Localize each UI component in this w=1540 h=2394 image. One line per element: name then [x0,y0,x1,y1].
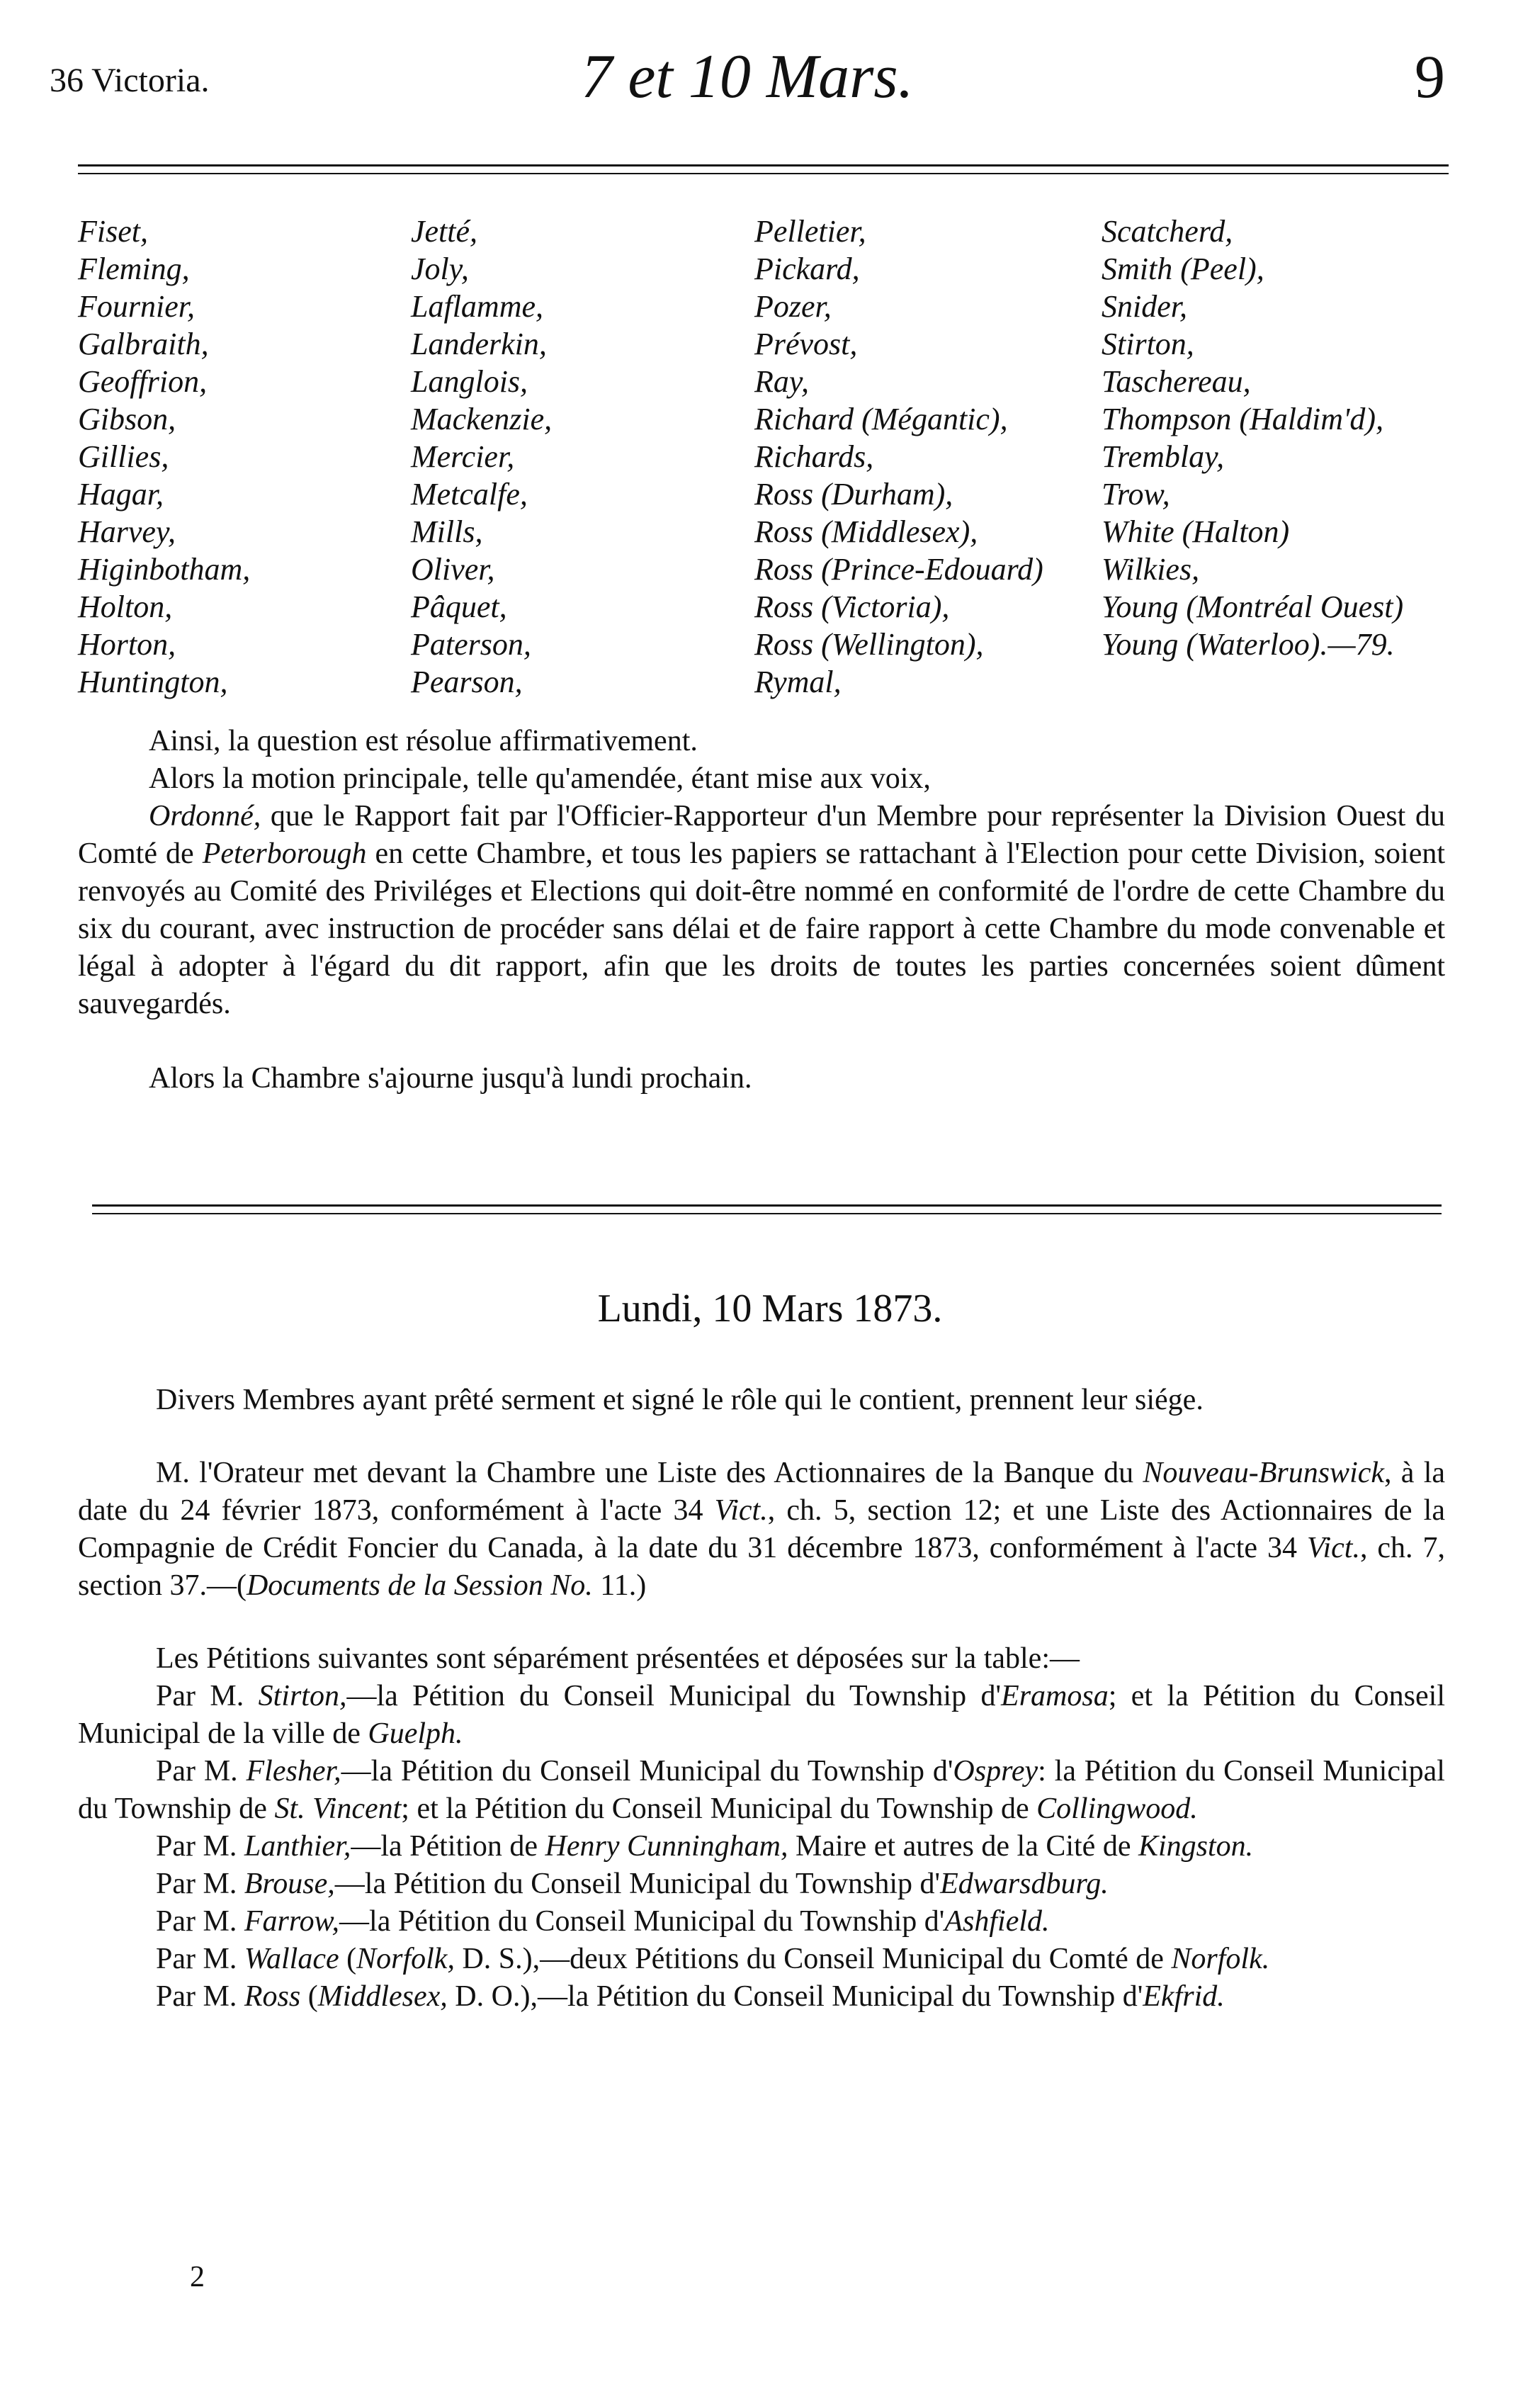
member-name: Gillies, [78,439,169,474]
member-name: Oliver, [411,552,495,587]
member-name: Tremblay, [1102,439,1225,474]
petition-entry [78,1978,1445,2016]
member-name: Scatcherd, [1102,214,1233,249]
member-name: Ross (Middlesex), [754,514,978,549]
italic-text: Stirton, [258,1680,347,1712]
member-name: Paterson, [411,627,531,662]
text: , ch. 7, section 37.—( [78,1532,1445,1602]
petition-entry [78,1865,1445,1903]
page-number: 9 [1415,43,1445,111]
names-column-2 [411,213,552,701]
member-name: Mills, [411,514,483,549]
italic-text: Norfolk, [356,1943,455,1975]
signature-mark: 2 [190,2261,205,2293]
member-name: Harvey, [78,514,176,549]
member-name: Huntington, [78,665,228,699]
member-name: Ross (Victoria), [754,589,950,624]
italic-text: Ordonné, [149,800,261,832]
italic-text: Nouveau-Brunswick [1143,1457,1385,1489]
italic-text: Vict. [1306,1532,1360,1564]
member-name: Ross (Prince-Edouard) [754,552,1043,587]
member-name: Taschereau, [1102,364,1251,399]
member-name: Smith (Peel), [1102,252,1264,286]
text: : la Pétition du Conseil Municipal du Township de [78,1755,1445,1825]
member-name: Joly, [411,252,469,286]
member-name: Holton, [78,589,173,624]
member-name: Jetté, [411,214,478,249]
italic-text: Ashfield. [944,1905,1050,1938]
second-text-block [78,1382,1445,2016]
member-name: Hagar, [78,477,164,512]
member-name: Ross (Durham), [754,477,953,512]
vote-names-list [78,213,1452,723]
italic-text: Edwarsdburg. [940,1868,1109,1900]
running-header [50,41,1445,119]
text: , ch. 5, section 12; et une Liste des Actionnaires de la Compagnie de Crédit Foncier du Canada, à la date du 31 décembre 1873, conformément à l'acte 34 [78,1494,1445,1564]
italic-text: Lanthier, [244,1830,351,1863]
member-name: Langlois, [411,364,528,399]
member-name: Pearson, [411,665,523,699]
italic-text: Documents de la Session No. [246,1569,593,1602]
paragraph: Divers Membres ayant prêté serment et signé le rôle qui le contient, prennent leur siége. [156,1384,1204,1416]
paragraph-ordered [78,798,1445,1023]
member-name: Young (Waterloo).—79. [1102,627,1395,662]
text: —la Pétition du Conseil Municipal du Township d' [334,1868,941,1900]
italic-text: Henry Cunningham, [545,1830,788,1863]
header-session: 36 Victoria. [50,62,210,99]
member-name: White (Halton) [1102,514,1290,549]
petition-entry [78,1828,1445,1865]
member-name: Pelletier, [754,214,866,249]
member-name: Snider, [1102,289,1187,324]
paragraph: Alors la Chambre s'ajourne jusqu'à lundi prochain. [149,1062,752,1095]
text: Par M. [156,1680,259,1712]
text: —la Pétition du Conseil Municipal du Township d' [339,1905,945,1938]
italic-place: Peterborough [202,837,367,870]
header-rule-top [78,164,1449,166]
names-column-4 [1102,213,1403,663]
petition-entry [78,1678,1445,1753]
member-name: Fournier, [78,289,195,324]
italic-text: Middlesex, [317,1980,448,2013]
italic-text: Farrow, [244,1905,340,1938]
text: ( [300,1980,318,2013]
italic-text: Flesher, [246,1755,341,1788]
text: ; et la Pétition du Conseil Municipal de la ville de [78,1680,1445,1750]
italic-text: St. Vincent [274,1792,402,1825]
member-name: Pickard, [754,252,860,286]
member-name: Pâquet, [411,589,507,624]
text: Par M. [156,1755,247,1788]
italic-text: Osprey [953,1755,1038,1788]
member-name: Ross (Wellington), [754,627,984,662]
member-name: Pozer, [754,289,832,324]
member-name: Laflamme, [411,289,543,324]
main-text-block [78,723,1445,1097]
text: Maire et autres de la Cité de [788,1830,1138,1863]
italic-text: Kingston. [1138,1830,1254,1863]
member-name: Higinbotham, [78,552,251,587]
italic-text: Ekfrid. [1143,1980,1225,2013]
names-column-1 [78,213,250,701]
text: Par M. [156,1980,244,2013]
member-name: Galbraith, [78,327,209,361]
member-name: Richards, [754,439,874,474]
member-name: Geoffrion, [78,364,208,399]
member-name: Thompson (Haldim'd), [1102,402,1384,436]
header-date: 7 et 10 Mars. [581,43,914,111]
member-name: Young (Montréal Ouest) [1102,589,1404,624]
text: Par M. [156,1905,244,1938]
text: Par M. [156,1868,244,1900]
member-name: Wilkies, [1102,552,1200,587]
member-name: Rymal, [754,665,842,699]
member-name: Mercier, [411,439,515,474]
section-rule-bottom [92,1213,1442,1214]
italic-text: Ross [244,1980,301,2013]
member-name: Metcalfe, [411,477,528,512]
text: M. l'Orateur met devant la Chambre une Liste des Actionnaires de la Banque du [156,1457,1143,1489]
member-name: Mackenzie, [411,402,553,436]
member-name: Landerkin, [411,327,547,361]
text: , à la date du 24 février 1873, conformément à l'acte 34 [78,1457,1446,1527]
member-name: Fleming, [78,252,190,286]
petition-entry [78,1903,1445,1941]
member-name: Stirton, [1102,327,1194,361]
italic-text: Wallace [244,1943,339,1975]
text: en cette Chambre, et tous les papiers se rattachant à l'Election pour cette Division, soient renvoyés au Comité des Priviléges et Elections qui doit-être nommé en conformité de l'ordre de cette Chambre du six du courant, avec instruction de procéder sans délai et de faire rapport à cette Chambre du mode convenable et légal à adopter à l'égard du dit rapport, afin que les droits de toutes les parties concernées soient dûment sauvegardés. [78,837,1446,1020]
text: —la Pétition de [351,1830,545,1863]
section-rule-top [92,1204,1442,1207]
member-name: Ray, [754,364,809,399]
text: que le Rapport fait par l'Officier-Rapporteur d'un Membre pour représenter la Division Ouest du Comté de [78,800,1445,870]
member-name: Richard (Mégantic), [754,402,1008,436]
text: —la Pétition du Conseil Municipal du Township d' [346,1680,1002,1712]
section-title: Lundi, 10 Mars 1873. [597,1287,943,1331]
text: ( [339,1943,357,1975]
text: 11.) [592,1569,647,1602]
names-column-3 [754,213,1043,701]
member-name: Horton, [78,627,176,662]
paragraph: Ainsi, la question est résolue affirmativement. [149,725,698,757]
italic-text: Collingwood. [1036,1792,1198,1825]
text: Par M. [156,1830,244,1863]
paragraph: Les Pétitions suivantes sont séparément présentées et déposées sur la table:— [156,1642,1080,1675]
text: Par M. [156,1943,244,1975]
member-name: Prévost, [754,327,858,361]
petition-entry [78,1941,1445,1978]
paragraph: Alors la motion principale, telle qu'amendée, étant mise aux voix, [149,762,931,795]
paragraph-speaker [78,1455,1445,1605]
italic-text: Eramosa [1001,1680,1109,1712]
member-name: Trow, [1102,477,1170,512]
italic-text: Brouse, [244,1868,335,1900]
italic-text: Guelph. [368,1717,463,1750]
member-name: Fiset, [78,214,148,249]
text: ; et la Pétition du Conseil Municipal du Township de [401,1792,1037,1825]
italic-text: Vict. [714,1494,768,1527]
text: D. S.),—deux Pétitions du Conseil Municipal du Comté de [454,1943,1172,1975]
text: —la Pétition du Conseil Municipal du Township d' [341,1755,953,1788]
text: D. O.),—la Pétition du Conseil Municipal du Township d' [447,1980,1143,2013]
header-rule-bottom [78,173,1449,174]
petition-entry [78,1753,1445,1828]
member-name: Gibson, [78,402,176,436]
italic-text: Norfolk. [1171,1943,1270,1975]
